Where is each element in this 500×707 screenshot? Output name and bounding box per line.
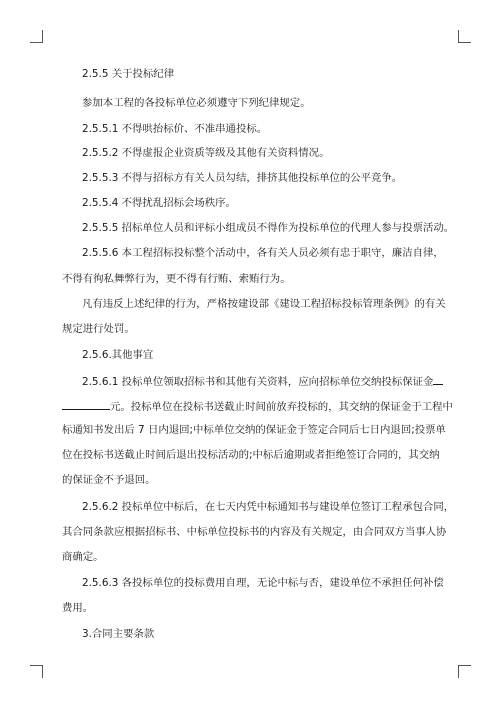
list-item: 2.5.5.4 不得扰乱招标会场秩序。 xyxy=(82,197,236,209)
paragraph-line: 其合同条款应根据招标书、中标单位投标书的内容及有关规定，由合同双方当事人协 xyxy=(62,526,447,538)
crop-mark-bottom-left xyxy=(30,665,43,678)
paragraph-line: 商确定。 xyxy=(62,551,104,563)
section-heading: 2.5.6.其他事宜 xyxy=(82,349,154,361)
paragraph-line xyxy=(62,399,453,414)
paragraph-line: 参加本工程的各投标单位必须遵守下列纪律规定。 xyxy=(82,97,311,109)
crop-mark-top-left xyxy=(30,30,43,43)
paragraph-line: 的保证金不予退回。 xyxy=(62,474,156,486)
paragraph-line xyxy=(82,374,443,389)
fill-in-blank xyxy=(433,374,443,385)
list-item: 2.5.6.3 各投标单位的投标费用自理，无论中标与否，建设单位不承担任何补偿 xyxy=(82,577,444,589)
paragraph-line: 不得有徇私舞弊行为，更不得有行贿、索贿行为。 xyxy=(62,273,291,285)
paragraph-line: 费用。 xyxy=(62,602,94,614)
section-heading: 3.合同主要条款 xyxy=(82,628,155,640)
paragraph-line: 规定进行处罚。 xyxy=(62,323,135,335)
paragraph-line: 标通知书发出后 7 日内退回;中标单位交纳的保证金于签定合同后七日内退回;投票单 xyxy=(62,424,446,436)
list-item: 2.5.6.2 投标单位中标后，在七天内凭中标通知书与建设单位签订工程承包合同， xyxy=(82,501,455,513)
paragraph-line: 凡有违反上述纪律的行为，严格按建设部《建设工程招标投标管理条例》的有关 xyxy=(82,298,446,310)
list-item: 2.5.5.1 不得哄抬标价、不准串通投标。 xyxy=(82,123,268,135)
fill-in-blank xyxy=(62,399,110,410)
paragraph-text: 元。投标单位在投标书送截止时间前放弃投标的，其交纳的保证金于工程中 xyxy=(110,401,453,413)
crop-mark-bottom-right xyxy=(458,665,471,678)
list-item: 2.5.5.6 本工程招标投标整个活动中，各有关人员必须有忠于职守，廉洁自律， xyxy=(82,247,444,259)
list-item: 2.5.5.3 不得与招标方有关人员勾结，排挤其他投标单位的公平竞争。 xyxy=(82,172,403,184)
crop-mark-top-right xyxy=(458,30,471,43)
section-heading: 2.5.5 关于投标纪律 xyxy=(82,68,175,80)
list-item: 2.5.5.5 招标单位人员和评标小组成员不得作为投标单位的代理人参与投票活动。 xyxy=(82,222,455,234)
paragraph-text: 2.5.6.1 投标单位领取招标书和其他有关资料，应向招标单位交纳投标保证金 xyxy=(82,376,434,388)
paragraph-line: 位在投标书送截止时间后退出投标活动的;中标后逾期或者拒绝签订合同的，其交纳 xyxy=(62,449,440,461)
list-item: 2.5.5.2 不得虚报企业资质等级及其他有关资料情况。 xyxy=(82,147,330,159)
